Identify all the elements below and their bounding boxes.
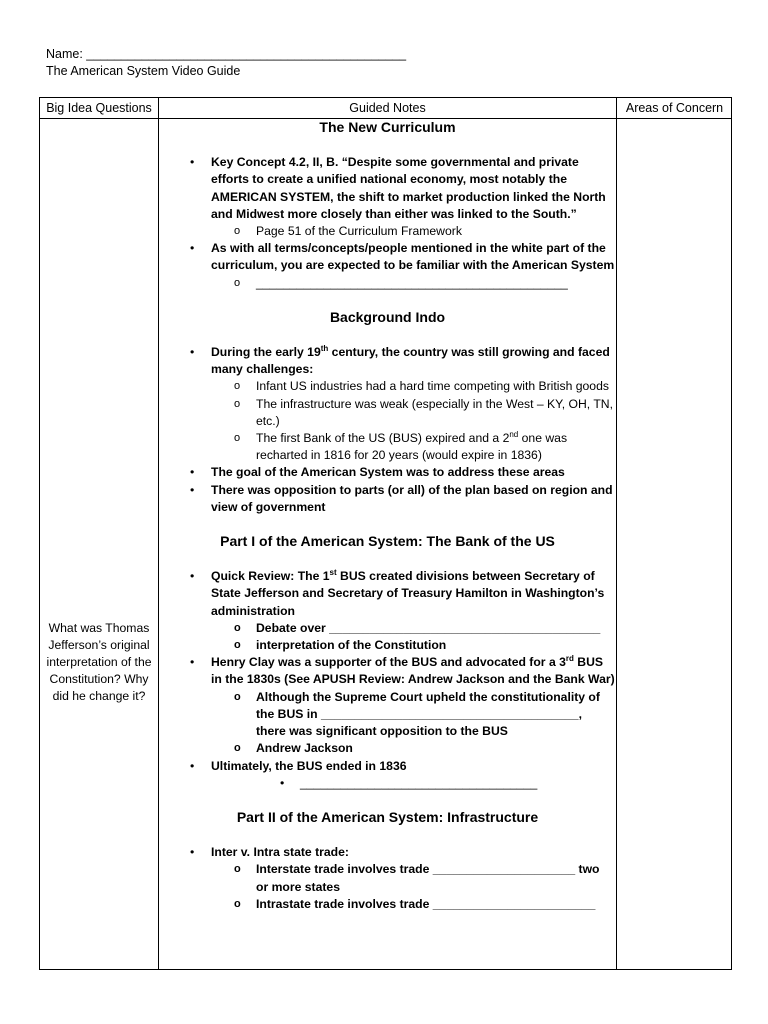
bullet-item: • There was opposition to parts (or all) of the plan based on region and view of government (160, 482, 615, 516)
section-title: Background Indo (329, 308, 446, 325)
bullet-item: • Ultimately, the BUS ended in 1836 (160, 758, 615, 775)
blank-line: o ______________________________________________ (160, 275, 615, 292)
col-header-areas: Areas of Concern (625, 101, 724, 115)
sub-item: o Although the Supreme Court upheld the constitutionality of the BUS in ______________________________________, there was significant opposition to the BUS (160, 689, 615, 741)
sub-item: o Interstate trade involves trade _____________________ two or more states (160, 861, 615, 895)
section-title: Part II of the American System: Infrastructure (236, 808, 539, 825)
col-header-guided-notes: Guided Notes (349, 101, 426, 115)
sub-item: o Page 51 of the Curriculum Framework (160, 223, 615, 240)
page-header (46, 46, 406, 80)
col-header-big-idea: Big Idea Questions (46, 101, 152, 115)
notes-table (39, 97, 732, 970)
bullet-item: • The goal of the American System was to address these areas (160, 464, 615, 481)
sub-item-continuation: o interpretation of the Constitution (160, 637, 615, 654)
bullet-item: • As with all terms/concepts/people mentioned in the white part of the curriculum, you are expected to be familiar with the American System (160, 240, 615, 274)
column-divider (158, 98, 159, 969)
bullet-item: • Henry Clay was a supporter of the BUS and advocated for a 3rd BUS in the 1830s (See APUSH Review: Andrew Jackson and the Bank War) (160, 654, 615, 688)
section-title: The New Curriculum (319, 119, 456, 135)
section-title: Part I of the American System: The Bank of the US (220, 533, 555, 550)
sub-item: o The first Bank of the US (BUS) expired and a 2nd one was recharted in 1816 for 20 years (would expire in 1836) (160, 430, 615, 464)
sub-item: o The infrastructure was weak (especially in the West – KY, OH, TN, etc.) (160, 396, 615, 430)
bullet-item: • During the early 19th century, the country was still growing and faced many challenges: (160, 344, 615, 378)
sub-item: o Andrew Jackson (160, 740, 615, 757)
guided-notes-content (160, 118, 615, 970)
sub-item: o Infant US industries had a hard time competing with British goods (160, 378, 615, 395)
blank-line: • ___________________________________ (160, 775, 615, 792)
bullet-item: • Inter v. Intra state trade: (160, 844, 615, 861)
big-idea-question: What was Thomas Jefferson’s original interpretation of the Constitution? Why did he change it? (46, 621, 152, 703)
document-title: The American System Video Guide (46, 64, 241, 78)
sub-item: o Intrastate trade involves trade ________________________ (160, 896, 615, 913)
column-divider (616, 98, 617, 969)
sub-item: o Debate over ________________________________________ (160, 620, 615, 637)
bullet-item: • Quick Review: The 1st BUS created divisions between Secretary of State Jefferson and Secretary of Treasury Hamilton in Washington’s administration (160, 568, 615, 620)
name-line: Name: ______________________________________________ (46, 47, 407, 61)
bullet-item: • Key Concept 4.2, II, B. “Despite some governmental and private efforts to create a unified national economy, most notably the AMERICAN SYSTEM, the shift to market production linked the North and Midwest more closely than either was linked to the South.” (160, 154, 615, 223)
